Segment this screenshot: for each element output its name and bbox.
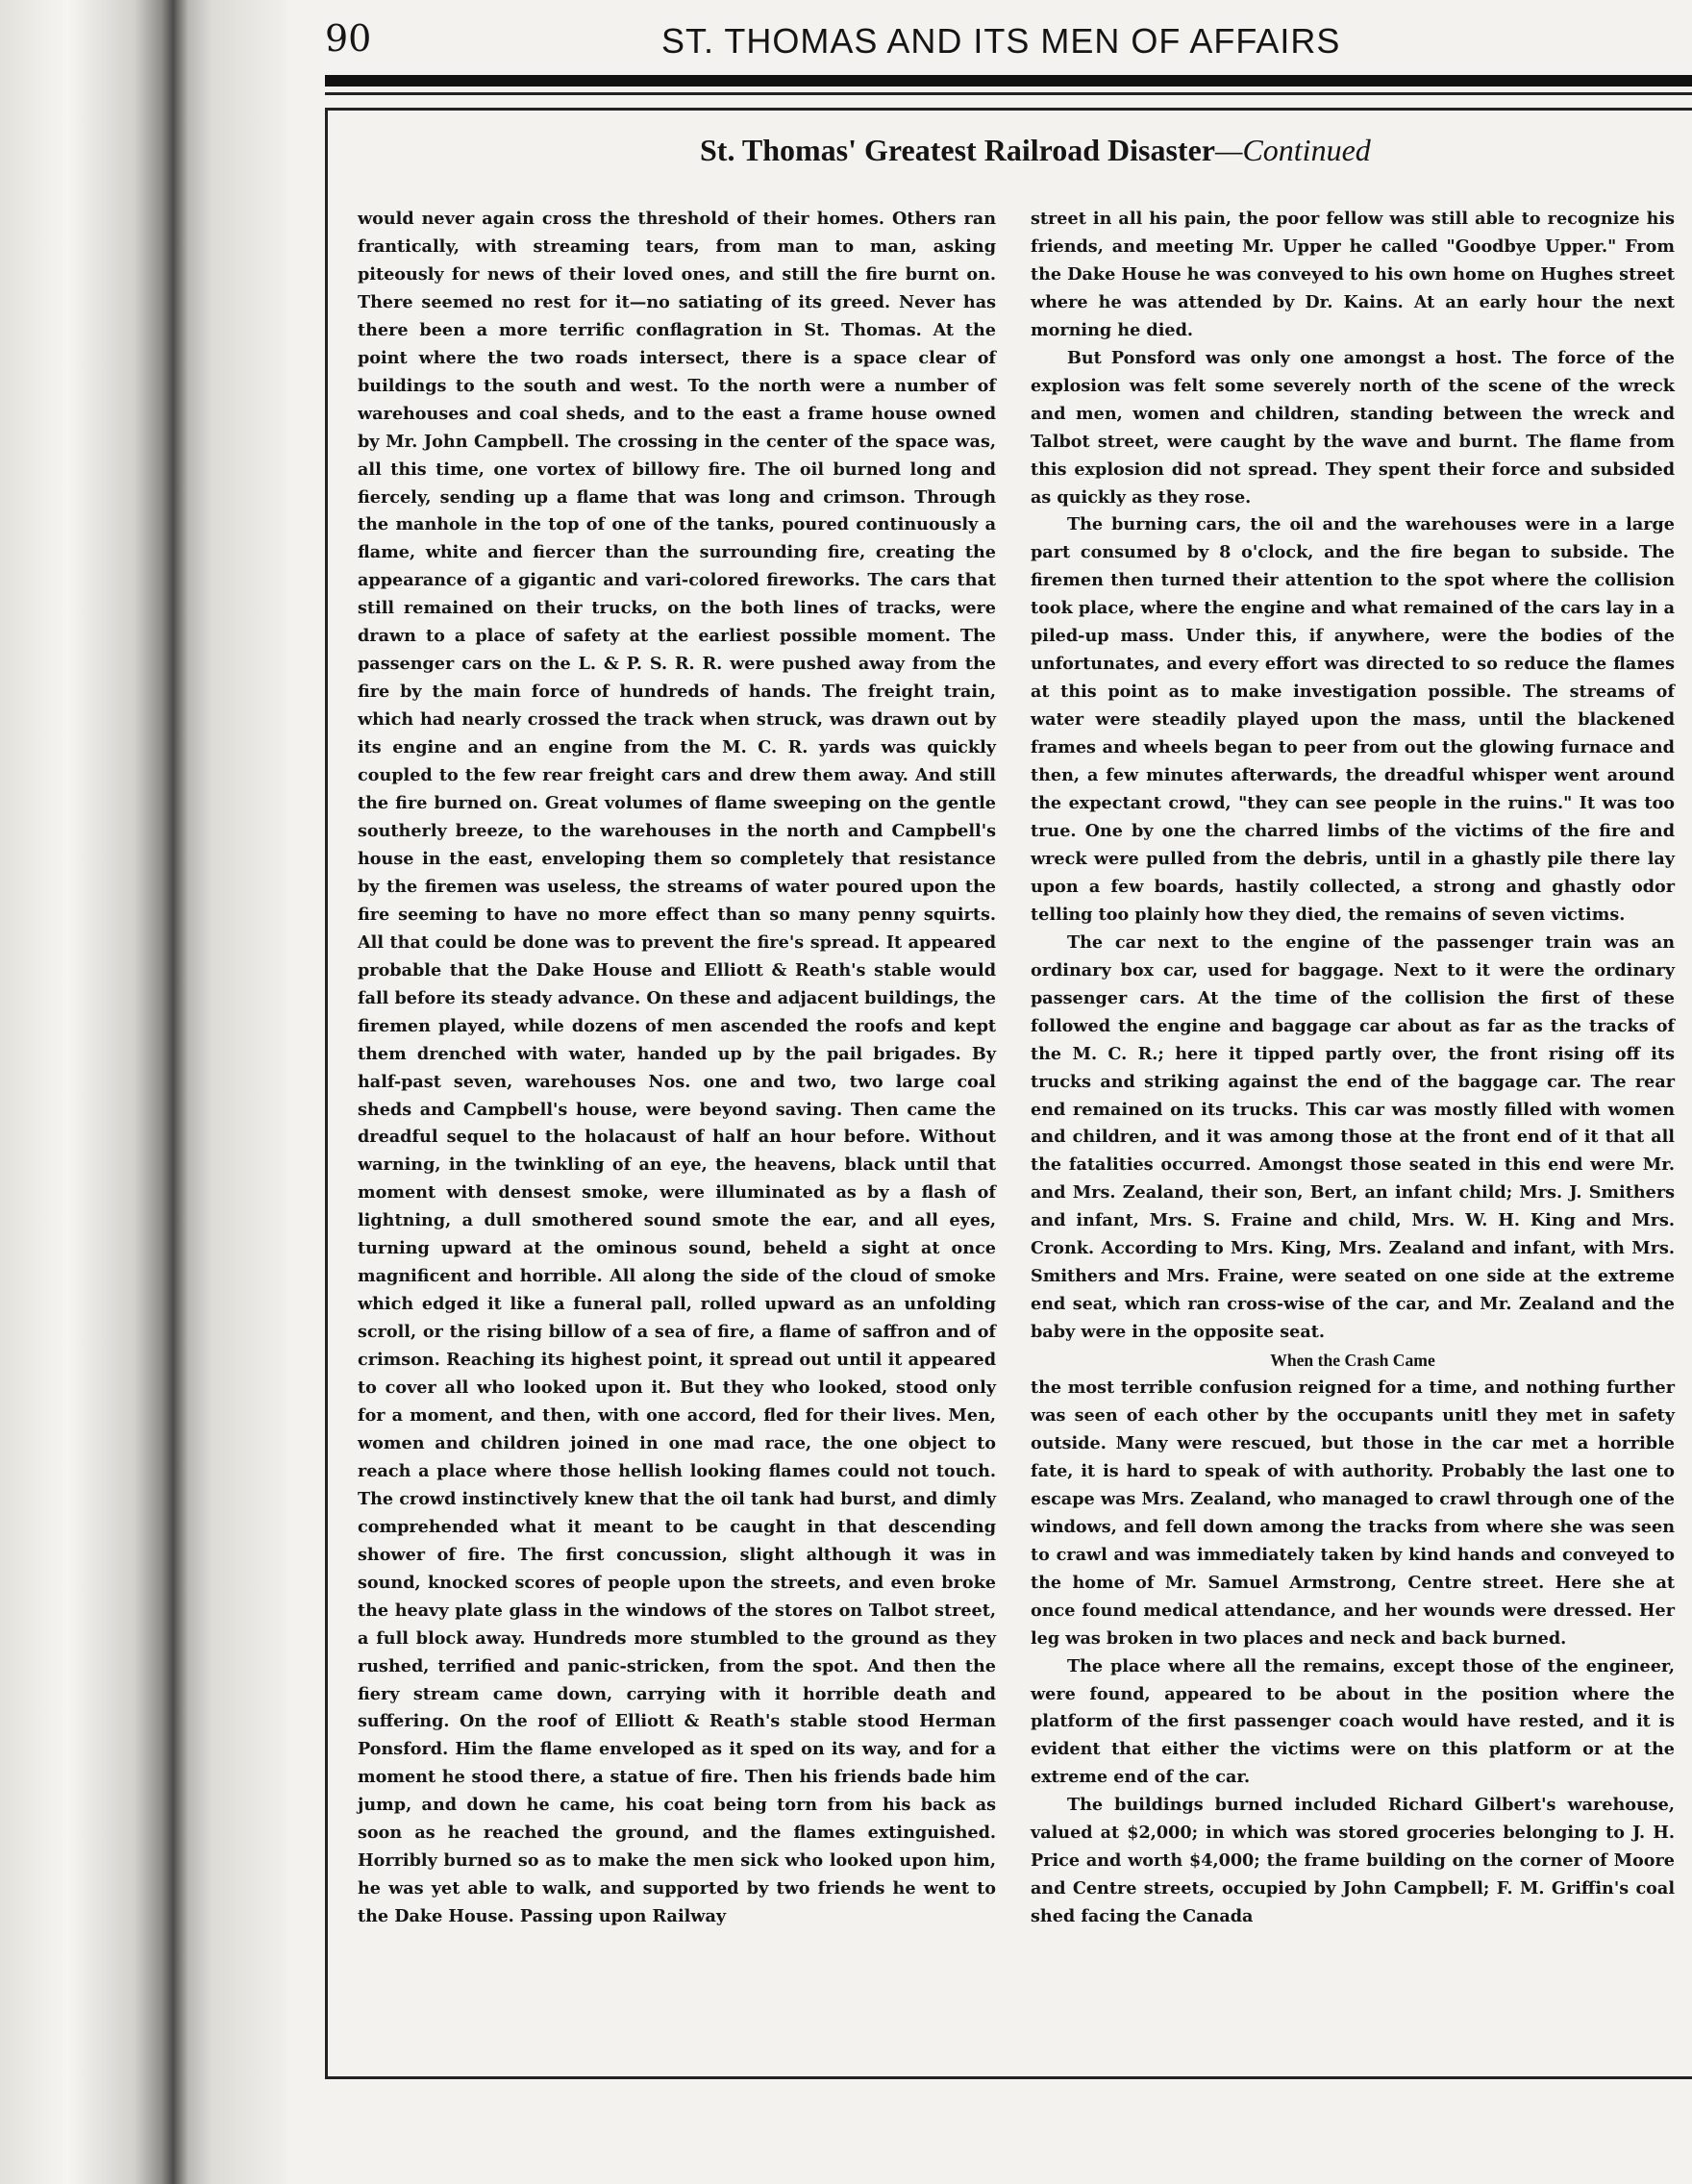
right-column (1031, 206, 1675, 1931)
book-binding-gutter (0, 0, 288, 2184)
running-head: ST. THOMAS AND ITS MEN OF AFFAIRS (661, 21, 1341, 61)
header-thin-rule (325, 92, 1692, 95)
right-paragraph-1: street in all his pain, the poor fellow was still able to recognize his friends, and meeting Mr. Upper he called "Goodbye Upper." From the Dake House he was conveyed to his own home on Hughes street where he was attended by Dr. Kains. At an early hour the next morning he died. (1031, 209, 1675, 340)
right-paragraph-5: the most terrible confusion reigned for a time, and nothing further was seen of each other by the occupants unitl they met in safety outside. Many were rescued, but those in the car met a horrible fate, it is hard to speak of with authority. Probably the last one to escape was Mrs. Zealand, who managed to crawl through one of the windows, and fell down among the tracks from where she was seen to crawl and was immediately taken by kind hands and conveyed to the home of Mr. Samuel Armstrong, Centre street. Here she at once found medical attendance, and her wounds were dressed. Her leg was broken in two places and neck and back burned. (1031, 1377, 1675, 1649)
header-thick-rule (325, 75, 1692, 87)
right-paragraph-2: But Ponsford was only one amongst a host. The force of the explosion was felt some severely north of the scene of the wreck and men, women and children, standing between the wreck and Talbot street, were caught by the wave and burnt. The flame from this explosion did not spread. They spent their force and subsided as quickly as they rose. (1031, 347, 1675, 508)
right-paragraph-7: The buildings burned included Richard Gilbert's warehouse, valued at $2,000; in which was stored groceries belonging to J. H. Price and worth $4,000; the frame building on the corner of Moore and Centre streets, occupied by John Campbell; F. M. Griffin's coal shed facing the Canada (1031, 1795, 1675, 1927)
article-title (700, 133, 1661, 168)
right-paragraph-3: The burning cars, the oil and the warehouses were in a large part consumed by 8 o'clock, and the fire began to subside. The firemen then turned their attention to the spot where the collision took place, where the engine and what remained of the cars lay in a piled-up mass. Under this, if anywhere, were the bodies of the unfortunates, and every effort was directed to so reduce the flames at this point as to make investigation possible. The streams of water were steadily played upon the mass, until the blackened frames and wheels began to peer from out the glowing furnace and then, a few minutes afterwards, the dreadful whisper went around the expectant crowd, "they can see people in the ruins." It was too true. One by one the charred limbs of the victims of the fire and wreck were pulled from the debris, until in a ghastly pile there lay upon a few boards, hastily collected, a strong and ghastly odor telling too plainly how they died, the remains of seven victims. (1031, 514, 1675, 925)
left-column (358, 206, 996, 1931)
right-paragraph-6: The place where all the remains, except those of the engineer, were found, appeared to be about in the position where the platform of the first passenger coach would have rested, and it is evident that either the victims were on this platform or at the extreme end of the car. (1031, 1655, 1675, 1788)
article-frame-top (325, 108, 1692, 111)
right-paragraph-4: The car next to the engine of the passenger train was an ordinary box car, used for baggage. Next to it were the ordinary passenger cars. At the time of the collision the first of these followed the engine and baggage car about as far as the tracks of the M. C. R.; here it tipped partly over, the front rising off its trucks and striking against the end of the baggage car. The rear end remained on its trucks. This car was mostly filled with women and children, and it was among those at the front end of it that all the fatalities occurred. Amongst those seated in this end were Mr. and Mrs. Zealand, their son, Bert, an infant child; Mrs. J. Smithers and infant, Mrs. S. Fraine and child, Mrs. W. H. King and Mrs. Cronk. According to Mrs. King, Mrs. Zealand and infant, with Mrs. Smithers and Mrs. Fraine, were seated on one side at the extreme end seat, which ran cross-wise of the car, and Mr. Zealand and the baby were in the opposite seat. (1031, 931, 1675, 1343)
article-frame-left (325, 108, 328, 2078)
article-frame-bottom (325, 2076, 1692, 2079)
page-number: 90 (325, 17, 372, 60)
article-title-continued: —Continued (1214, 133, 1371, 167)
article-title-text: St. Thomas' Greatest Railroad Disaster (700, 133, 1215, 167)
left-column-text: would never again cross the threshold of their homes. Others ran frantically, with streaming tears, from man to man, asking piteously for news of their loved ones, and still the fire burnt on. There seemed no rest for it—no satiating of its greed. Never has there been a more terrific conflagration in St. Thomas. At the point where the two roads intersect, there is a space clear of buildings to the south and west. To the north were a number of warehouses and coal sheds, and to the east a frame house owned by Mr. John Campbell. The crossing in the center of the space was, all this time, one vortex of billowy fire. The oil burned long and fiercely, sending up a flame that was long and crimson. Through the manhole in the top of one of the tanks, poured continuously a flame, white and fiercer than the surrounding fire, creating the appearance of a gigantic and vari-colored fireworks. The cars that still remained on their trucks, on the both lines of tracks, were drawn to a place of safety at the earliest possible moment. The passenger cars on the L. & P. S. R. R. were pushed away from the fire by the main force of hundreds of hands. The freight train, which had nearly crossed the track when struck, was drawn out by its engine and an engine from the M. C. R. yards was quickly coupled to the few rear freight cars and drew them away. And still the fire burned on. Great volumes of flame sweeping on the gentle southerly breeze, to the warehouses in the north and Campbell's house in the east, enveloping them so completely that resistance by the firemen was useless, the streams of water poured upon the fire seeming to have no more effect than so many penny squirts. All that could be done was to prevent the fire's spread. It appeared probable that the Dake House and Elliott & Reath's stable would fall before its steady advance. On these and adjacent buildings, the firemen played, while dozens of men ascended the roofs and kept them drenched with water, handed up by the pail brigades. By half-past seven, warehouses Nos. one and two, two large coal sheds and Campbell's house, were beyond saving. Then came the dreadful sequel to the holacaust of half an hour before. Without warning, in the twinkling of an eye, the heavens, black until that moment with densest smoke, were illuminated as by a flash of lightning, a dull smothered sound smote the ear, and all eyes, turning upward at the ominous sound, beheld a sight at once magnificent and horrible. All along the side of the cloud of smoke which edged it like a funeral pall, rolled upward as an unfolding scroll, or the rising billow of a sea of fire, a flame of saffron and of crimson. Reaching its highest point, it spread out until it appeared to cover all who looked upon it. But they who looked, stood only for a moment, and then, with one accord, fled for their lives. Men, women and children joined in one mad race, the one object to reach a place where those hellish looking flames could not touch. The crowd instinctively knew that the oil tank had burst, and dimly comprehended what it meant to be caught in that descending shower of fire. The first concussion, slight although it was in sound, knocked scores of people upon the streets, and even broke the heavy plate glass in the windows of the stores on Talbot street, a full block away. Hundreds more stumbled to the ground as they rushed, terrified and panic-stricken, from the spot. And then the fiery stream came down, carrying with it horrible death and suffering. On the roof of Elliott & Reath's stable stood Herman Ponsford. Him the flame enveloped as it sped on its way, and for a moment he stood there, a statue of fire. Then his friends bade him jump, and down he came, his coat being torn from his back as soon as he reached the ground, and the flames extinguished. Horribly burned so as to make the men sick who looked upon him, he was yet able to walk, and supported by two friends he went to the Dake House. Passing upon Railway (358, 209, 996, 1927)
section-subhead: When the Crash Came (1270, 1351, 1435, 1371)
